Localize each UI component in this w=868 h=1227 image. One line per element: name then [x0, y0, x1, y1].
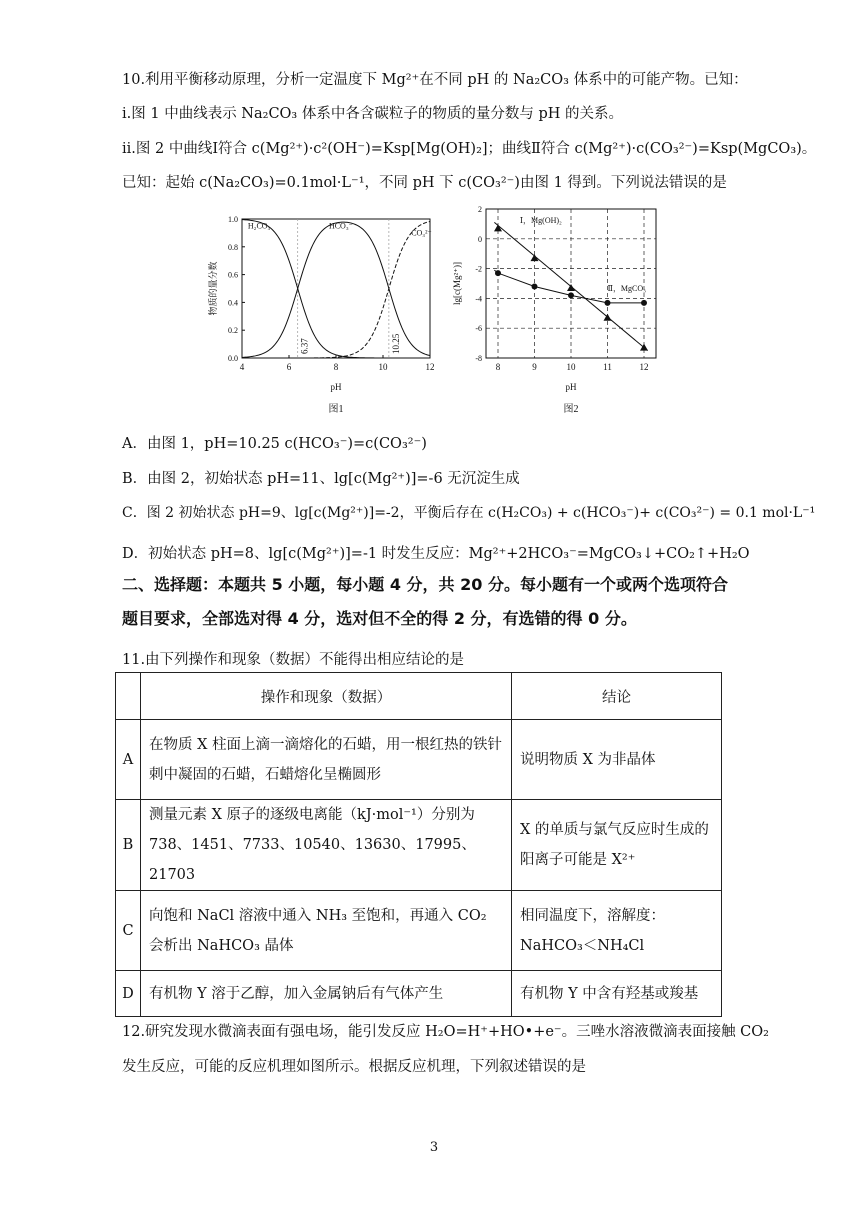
q10-stem: 10.利用平衡移动原理，分析一定温度下 Mg²⁺在不同 pH 的 Na₂CO₃ 体系中的可能产物。已知：: [122, 72, 748, 88]
table-row: [116, 720, 722, 800]
mgco3-point: [568, 292, 574, 298]
y-tick-label: 0: [478, 234, 482, 244]
row-conclusion: X 的单质与氯气反应时生成的阳离子可能是 X²⁺: [512, 800, 722, 891]
x-tick-label: 8: [333, 362, 339, 372]
q11-table-header: [116, 673, 722, 720]
row-operation: 测量元素 X 原子的逐级电离能（kJ·mol⁻¹）分别为 738、1451、7733、10540、13630、17995、21703: [141, 800, 512, 891]
x-tick-label: 4: [239, 362, 245, 372]
x-tick-label: 12: [425, 362, 435, 372]
q10-option-b: B．由图 2，初始状态 pH=11、lg[c(Mg²⁺)]=-6 无沉淀生成: [122, 471, 520, 487]
mgco3-point: [532, 283, 538, 289]
q10-option-d: D．初始状态 pH=8、lg[c(Mg²⁺)]=-1 时发生反应：Mg²⁺+2HCO₃⁻=MgCO₃↓+CO₂↑+H₂O: [122, 546, 750, 562]
x-tick-label: 6: [286, 362, 292, 372]
table-row: [116, 971, 722, 1017]
row-conclusion: 相同温度下，溶解度：NaHCO₃＜NH₄Cl: [512, 891, 722, 971]
q10-info-iii: 已知：起始 c(Na₂CO₃)=0.1mol·L⁻¹，不同 pH 下 c(CO₃²⁻)由图 1 得到。下列说法错误的是: [122, 175, 727, 191]
y-tick-label: 2: [478, 205, 482, 214]
mgco3-point: [495, 270, 501, 276]
table-row: [116, 800, 722, 891]
series-label-mgco3: Ⅱ，MgCO₃: [607, 283, 646, 293]
hco3-curve: [242, 222, 430, 357]
pka2-label: 10.25: [390, 333, 401, 354]
y-axis-label: 物质的量分数: [208, 261, 218, 316]
pka1-label: 6.37: [299, 338, 310, 354]
y-tick-label: 0.8: [228, 242, 238, 252]
y-tick-label: -2: [475, 264, 482, 274]
mgco3-point: [605, 300, 611, 306]
q12-line1: 12.研究发现水微滴表面有强电场，能引发反应 H₂O=H⁺+HO•+e⁻。三唑水溶液微滴表面接触 CO₂: [122, 1024, 769, 1040]
q11-header-conclusion: 结论: [512, 673, 722, 720]
section-2-heading-line2: 题目要求，全部选对得 4 分，选对但不全的得 2 分，有选错的得 0 分。: [122, 609, 637, 628]
y-tick-label: -4: [475, 294, 482, 304]
series-label-hco3: HCO₃⁻: [328, 221, 353, 231]
q10-info-i: i.图 1 中曲线表示 Na₂CO₃ 体系中各含碳粒子的物质的量分数与 pH 的关系。: [122, 106, 623, 122]
series-label-co3: CO₃²⁻: [411, 228, 432, 238]
row-label: C: [116, 891, 141, 971]
table-row: [116, 891, 722, 971]
x-tick-label: 11: [603, 362, 612, 372]
figure-2-svg: [448, 205, 670, 420]
series-label-h2co3: H₂CO₃: [247, 221, 271, 231]
q11-stem: 11.由下列操作和现象（数据）不能得出相应结论的是: [122, 652, 465, 668]
q12-line2: 发生反应，可能的反应机理如图所示。根据反应机理，下列叙述错误的是: [122, 1059, 586, 1075]
figure-2-chart: [448, 205, 670, 420]
mgco3-point: [641, 300, 647, 306]
co3-curve: [242, 221, 430, 358]
row-conclusion: 有机物 Y 中含有羟基或羧基: [512, 971, 722, 1017]
y-tick-label: -6: [475, 324, 482, 334]
plot-frame: [242, 219, 430, 358]
page-number: 3: [429, 1140, 439, 1155]
h2co3-curve: [242, 220, 430, 358]
y-tick-label: 0.0: [228, 354, 238, 363]
section-2-heading-line1: 二、选择题：本题共 5 小题，每小题 4 分，共 20 分。每小题有一个或两个选项符合: [122, 575, 728, 594]
q10-option-c: C．图 2 初始状态 pH=9、lg[c(Mg²⁺)]=-2，平衡后存在 c(H₂CO₃) + c(HCO₃⁻)+ c(CO₃²⁻) = 0.1 mol·L⁻¹: [122, 505, 816, 521]
series-label-mgoh2: Ⅰ，Mg(OH)₂: [519, 216, 562, 226]
q10-option-a: A．由图 1，pH=10.25 c(HCO₃⁻)=c(CO₃²⁻): [122, 436, 427, 452]
y-tick-label: 0.2: [228, 326, 238, 336]
row-operation: 在物质 X 柱面上滴一滴熔化的石蜡，用一根红热的铁针刺中凝固的石蜡，石蜡熔化呈椭圆形: [141, 720, 512, 800]
row-label: B: [116, 800, 141, 891]
row-label: D: [116, 971, 141, 1017]
q11-header-blank: [116, 673, 141, 720]
y-tick-label: -8: [475, 354, 482, 363]
q11-header-op: 操作和现象（数据）: [141, 673, 512, 720]
y-axis-label: lg[c(Mg²⁺)]: [452, 262, 462, 305]
row-label: A: [116, 720, 141, 800]
figure-title: 图1: [328, 404, 344, 415]
q11-table: [115, 672, 722, 1017]
row-conclusion: 说明物质 X 为非晶体: [512, 720, 722, 800]
x-tick-label: 10: [378, 362, 388, 372]
figure-1-chart: [200, 205, 450, 420]
figure-title: 图2: [563, 404, 579, 415]
x-tick-label: 9: [532, 362, 537, 372]
y-tick-label: 0.6: [228, 270, 238, 280]
row-operation: 有机物 Y 溶于乙醇，加入金属钠后有气体产生: [141, 971, 512, 1017]
q10-info-ii: ii.图 2 中曲线Ⅰ符合 c(Mg²⁺)·c²(OH⁻)=Ksp[Mg(OH)₂]；曲线Ⅱ符合 c(Mg²⁺)·c(CO₃²⁻)=Ksp(MgCO₃)。: [122, 141, 817, 157]
x-axis-label: pH: [330, 382, 342, 392]
x-tick-label: 10: [566, 362, 576, 372]
x-tick-label: 8: [495, 362, 501, 372]
mgoh2-point: [567, 284, 575, 291]
x-axis-label: pH: [565, 382, 577, 392]
y-tick-label: 1.0: [228, 215, 238, 224]
figure-1-svg: [200, 205, 450, 420]
x-tick-label: 12: [639, 362, 649, 372]
y-tick-label: 0.4: [228, 298, 238, 308]
row-operation: 向饱和 NaCl 溶液中通入 NH₃ 至饱和，再通入 CO₂ 会析出 NaHCO₃ 晶体: [141, 891, 512, 971]
